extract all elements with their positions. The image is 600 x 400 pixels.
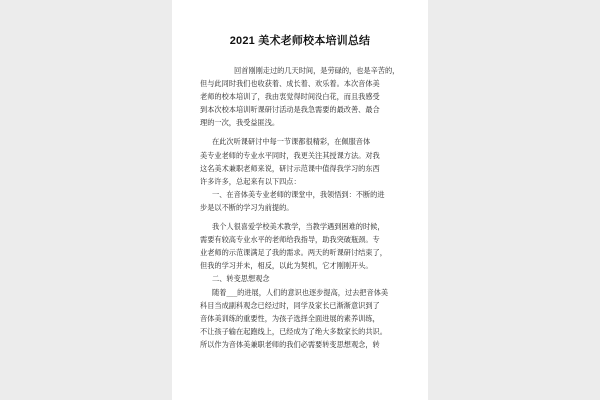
section-heading: 二、转变思想观念: [212, 274, 270, 284]
text-line: 随着___的进展，人们的意识也逐步提高，过去把音体美: [212, 287, 389, 297]
text-line: 老师的校本培训了，我由衷觉得时间没白花，而且我感受: [200, 92, 380, 102]
text-line: 许多许多，总起来有以下四点：: [200, 176, 301, 186]
text-line: 科目当成副科观念已经过时，同学及家长已渐渐意识到了: [200, 300, 380, 310]
text-line: 在此次听课研讨中每一节课都很精彩，在佩服音体: [212, 137, 371, 147]
text-line: 音体美训练的重要性，为孩子选择全面进展的素养训练，: [200, 313, 380, 323]
text-line: 回首刚刚走过的几天时间，是劳碌的，也是辛苦的，: [234, 66, 400, 75]
document-page: [172, 0, 428, 400]
text-line: 这名美术兼职老师来说，研讨示范课中值得我学习的东西: [200, 163, 380, 173]
text-line: 到本次校本培训听课研讨活动是我急需要的最改善、最合: [200, 105, 380, 115]
document-body: [200, 64, 404, 351]
text-line: 所以作为音体美兼职老师的我们必需要转变思想观念，转: [200, 339, 380, 349]
text-line: 不让孩子输在起跑线上，已经成为了绝大多数家长的共识。: [200, 326, 387, 336]
text-line: 理的一次，我受益匪浅。: [200, 118, 280, 128]
text-line: 我个人很喜爱学校美术教学，当教学遇到困难的时候，: [212, 222, 385, 232]
document-title: 2021 美术老师校本培训总结: [229, 35, 371, 47]
text-line: 但与此同时我们也收获着、成长着、欢乐着。本次音体美: [200, 79, 380, 89]
text-line: 美专业老师的专业水平同时，我更关注其授课方法。对我: [200, 150, 380, 160]
text-line: 需要有较高专业水平的老师给我指导，助我突破瓶颈。专: [200, 235, 380, 245]
text-line: 业老师的示范课满足了我的需求。两天的听课研讨结束了，: [200, 248, 387, 258]
section-heading: 一、在音体美专业老师的课堂中，我领悟到：不断的进: [212, 189, 385, 199]
text-line: 步是以不断的学习为前提的。: [200, 202, 294, 212]
text-line: 但我的学习并未，相反，以此为契机，它才刚刚开头。: [200, 261, 373, 271]
